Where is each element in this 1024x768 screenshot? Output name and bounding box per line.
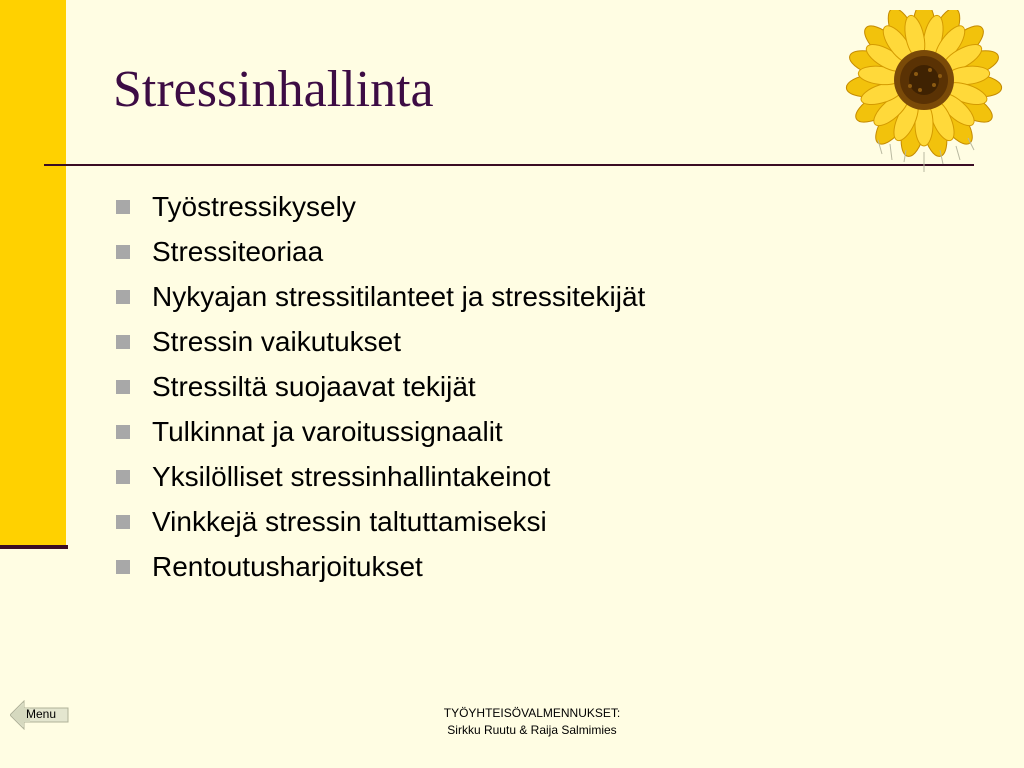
slide-title: Stressinhallinta	[113, 61, 434, 118]
list-item-text: Stressiteoriaa	[152, 235, 324, 267]
list-item	[116, 499, 645, 544]
square-bullet-icon	[116, 470, 130, 484]
side-accent-rule	[0, 545, 68, 549]
footer-line-1: TYÖYHTEISÖVALMENNUKSET:	[443, 706, 621, 720]
list-item	[116, 274, 645, 319]
square-bullet-icon	[116, 560, 130, 574]
list-item	[116, 364, 645, 409]
bullet-list	[116, 184, 645, 589]
square-bullet-icon	[116, 335, 130, 349]
square-bullet-icon	[116, 290, 130, 304]
square-bullet-icon	[116, 515, 130, 529]
list-item	[116, 229, 645, 274]
list-item	[116, 544, 645, 589]
square-bullet-icon	[116, 200, 130, 214]
menu-button[interactable]	[10, 700, 72, 730]
list-item-text: Rentoutusharjoitukset	[152, 550, 423, 582]
list-item	[116, 319, 645, 364]
list-item	[116, 184, 645, 229]
list-item	[116, 409, 645, 454]
footer-line-2: Sirkku Ruutu & Raija Salmimies	[447, 723, 617, 737]
square-bullet-icon	[116, 380, 130, 394]
square-bullet-icon	[116, 425, 130, 439]
list-item-text: Stressin vaikutukset	[152, 325, 401, 357]
list-item-text: Nykyajan stressitilanteet ja stressitekijät	[152, 280, 646, 312]
square-bullet-icon	[116, 245, 130, 259]
menu-label: Menu	[26, 707, 57, 721]
list-item-text: Stressiltä suojaavat tekijät	[152, 370, 476, 402]
footer	[382, 705, 682, 739]
list-item-text: Työstressikysely	[152, 190, 356, 222]
list-item	[116, 454, 645, 499]
title-divider	[44, 164, 974, 166]
sunflower-image	[838, 10, 1014, 182]
side-accent-bar	[0, 0, 66, 545]
list-item-text: Yksilölliset stressinhallintakeinot	[152, 460, 551, 492]
list-item-text: Vinkkejä stressin taltuttamiseksi	[152, 505, 547, 537]
list-item-text: Tulkinnat ja varoitussignaalit	[152, 415, 503, 447]
